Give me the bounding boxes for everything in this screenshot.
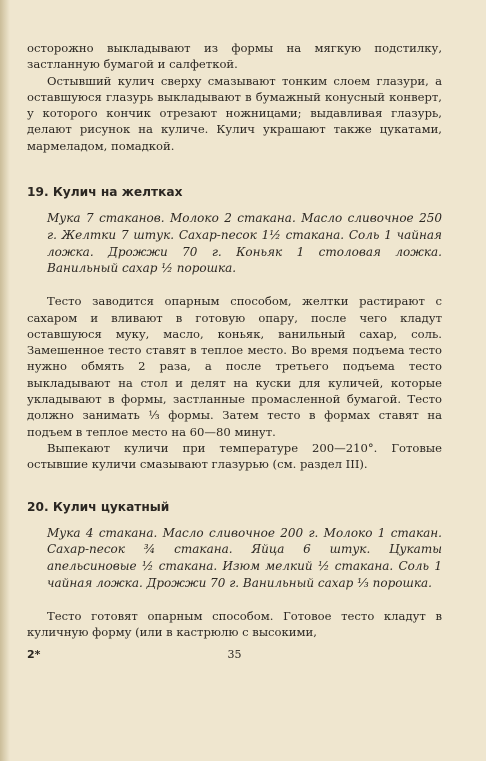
recipe-20-method-1: Тесто готовят опарным способом. Готовое тесто кладут в куличную форму (или в кастрюлю с высокими, [27,608,442,640]
recipe-19-method-2: Выпекают куличи при температуре 200—210°. Готовые остывшие куличи смазывают глазурью (см. раздел III). [27,440,442,472]
recipe-19-ingredients: Мука 7 стаканов. Молоко 2 стакана. Масло сливочное 250 г. Желтки 7 штук. Сахар-песок 1½ стакана. Соль 1 чайная ложка. Дрожжи 70 г. Коньяк 1 столовая ложка. Ванильный сахар ½ порошка. [47,211,442,276]
recipe-20 [27,499,442,641]
recipe-19-title: 19. Кулич на желтках [27,185,183,200]
recipe-20-title: 20. Кулич цукатный [27,499,170,514]
continuation-paragraph-2: Остывший кулич сверху смазывают тонким слоем глазури, а оставшуюся глазурь выкладывают в бумажный конусный конверт, у которого кончик отрезают ножницами; выдавливая глазурь, делают рисунок на куличе. Кулич украшают также цукатами, мармеладом, помадкой. [27,73,442,153]
continuation-paragraph-1: осторожно выкладывают из формы на мягкую подстилку, застланную бумагой и салфеткой. [27,41,442,72]
recipe-19-method-1: Тесто заводится опарным способом, желтки растирают с сахаром и вливают в готовую опару, после чего кладут оставшуюся муку, масло, коньяк, ванильный сахар, соль. Замешенное тесто ставят в теплое место. Во время подъема тесто нужно обмять 2 раза, а после третьего подъема тесто выкладывают на стол и делят на куски для куличей, которые укладывают в формы, застланные промасленной бумагой. Тесто должно занимать ⅓ формы. Затем тесто в формах ставят на подъем в теплое место на 60—80 минут. [27,294,442,439]
page-number: 35 [227,648,242,661]
printer-signature-mark: 2* [27,648,41,661]
recipe-20-ingredients: Мука 4 стакана. Масло сливочное 200 г. Молоко 1 стакан. Сахар-песок ¾ стакана. Яйца 6 штук. Цукаты апельсиновые ½ стакана. Изюм мелкий ½ стакана. Соль 1 чайная ложка. Дрожжи 70 г. Ванильный сахар ⅓ порошка. [47,525,442,590]
recipe-19 [27,184,442,472]
